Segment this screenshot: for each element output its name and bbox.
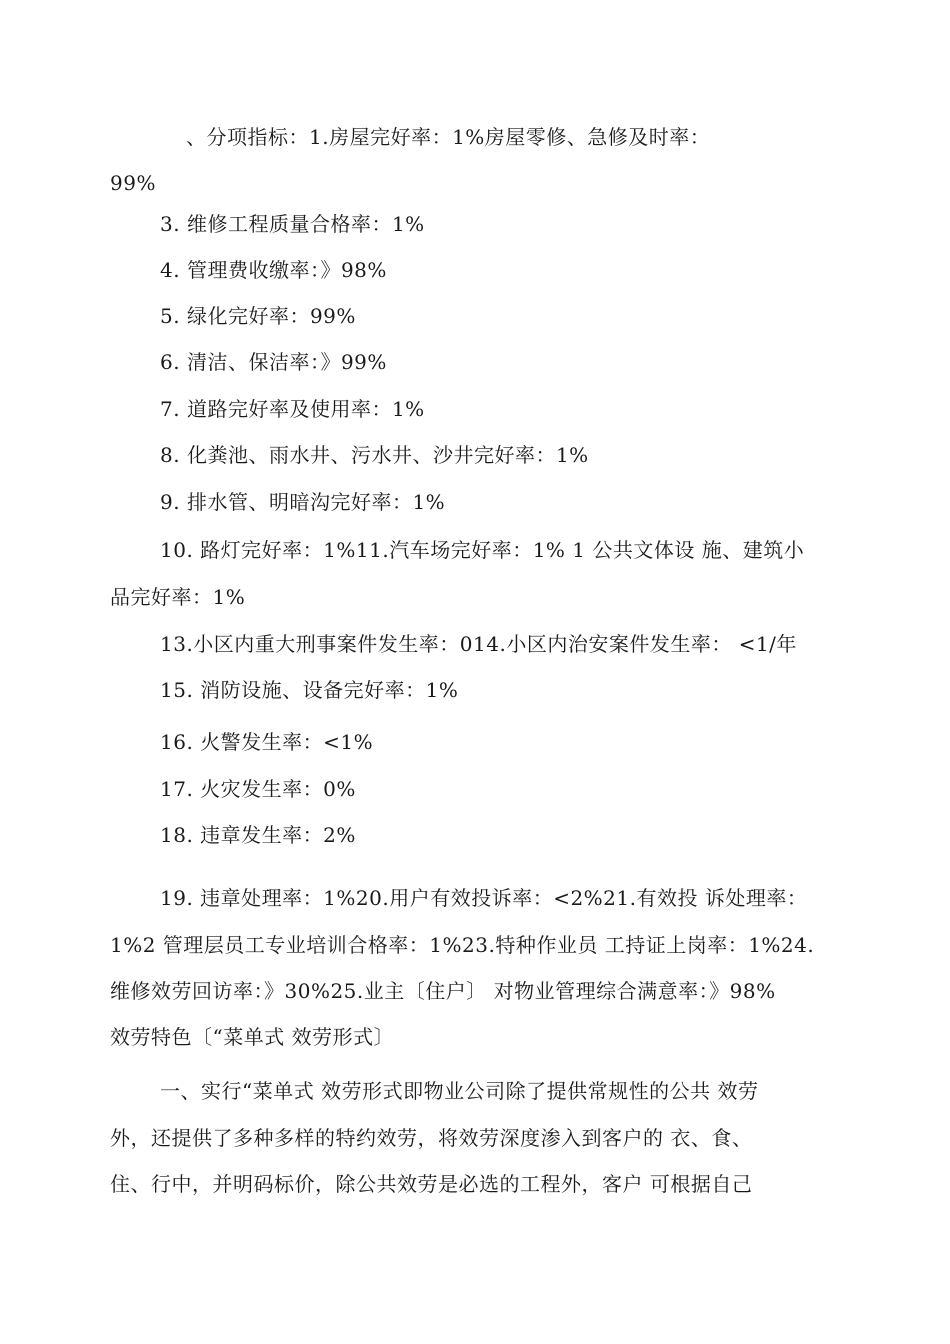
text-line: 19. 违章处理率：1%20.用户有效投诉率：<2%21.有效投 诉处理率： (160, 886, 808, 910)
text-line: 1%2 管理层员工专业培训合格率：1%23.特种作业员 工持证上岗率：1%24. (110, 933, 815, 957)
text-line: 品完好率：1% (110, 585, 246, 609)
text-line: 5. 绿化完好率：99% (160, 304, 356, 328)
text-line: 99% (110, 171, 156, 195)
text-line: 6. 清洁、保洁率：》99% (160, 350, 387, 374)
text-line: 4. 管理费收缴率：》98% (160, 258, 387, 282)
text-line: 18. 违章发生率：2% (160, 823, 356, 847)
text-line: 3. 维修工程质量合格率：1% (160, 212, 425, 236)
text-line: 、分项指标：1.房屋完好率：1%房屋零修、急修及时率： (186, 125, 711, 149)
text-line: 16. 火警发生率：<1% (160, 730, 374, 754)
text-line: 8. 化粪池、雨水井、污水井、沙井完好率：1% (160, 443, 589, 467)
text-line: 17. 火灾发生率：0% (160, 777, 356, 801)
text-line: 维修效劳回访率：》30%25.业主〔住户〕 对物业管理综合满意率：》98% (110, 979, 776, 1003)
text-line: 13.小区内重大刑事案件发生率：014.小区内治安案件发生率： <1/年 (160, 632, 797, 656)
text-line: 一、实行“菜单式 效劳形式即物业公司除了提供常规性的公共 效劳 (160, 1079, 759, 1103)
text-line: 10. 路灯完好率：1%11.汽车场完好率：1% 1 公共文体设 施、建筑小 (160, 538, 805, 562)
text-line: 住、行中，并明码标价，除公共效劳是必选的工程外，客户 可根据自己 (110, 1172, 753, 1196)
text-line: 外，还提供了多种多样的特约效劳，将效劳深度渗入到客户的 衣、食、 (110, 1126, 753, 1150)
text-line: 7. 道路完好率及使用率：1% (160, 397, 425, 421)
text-line: 15. 消防设施、设备完好率：1% (160, 678, 459, 702)
text-line: 效劳特色〔“菜单式 效劳形式〕 (110, 1025, 395, 1049)
text-line: 9. 排水管、明暗沟完好率：1% (160, 490, 446, 514)
